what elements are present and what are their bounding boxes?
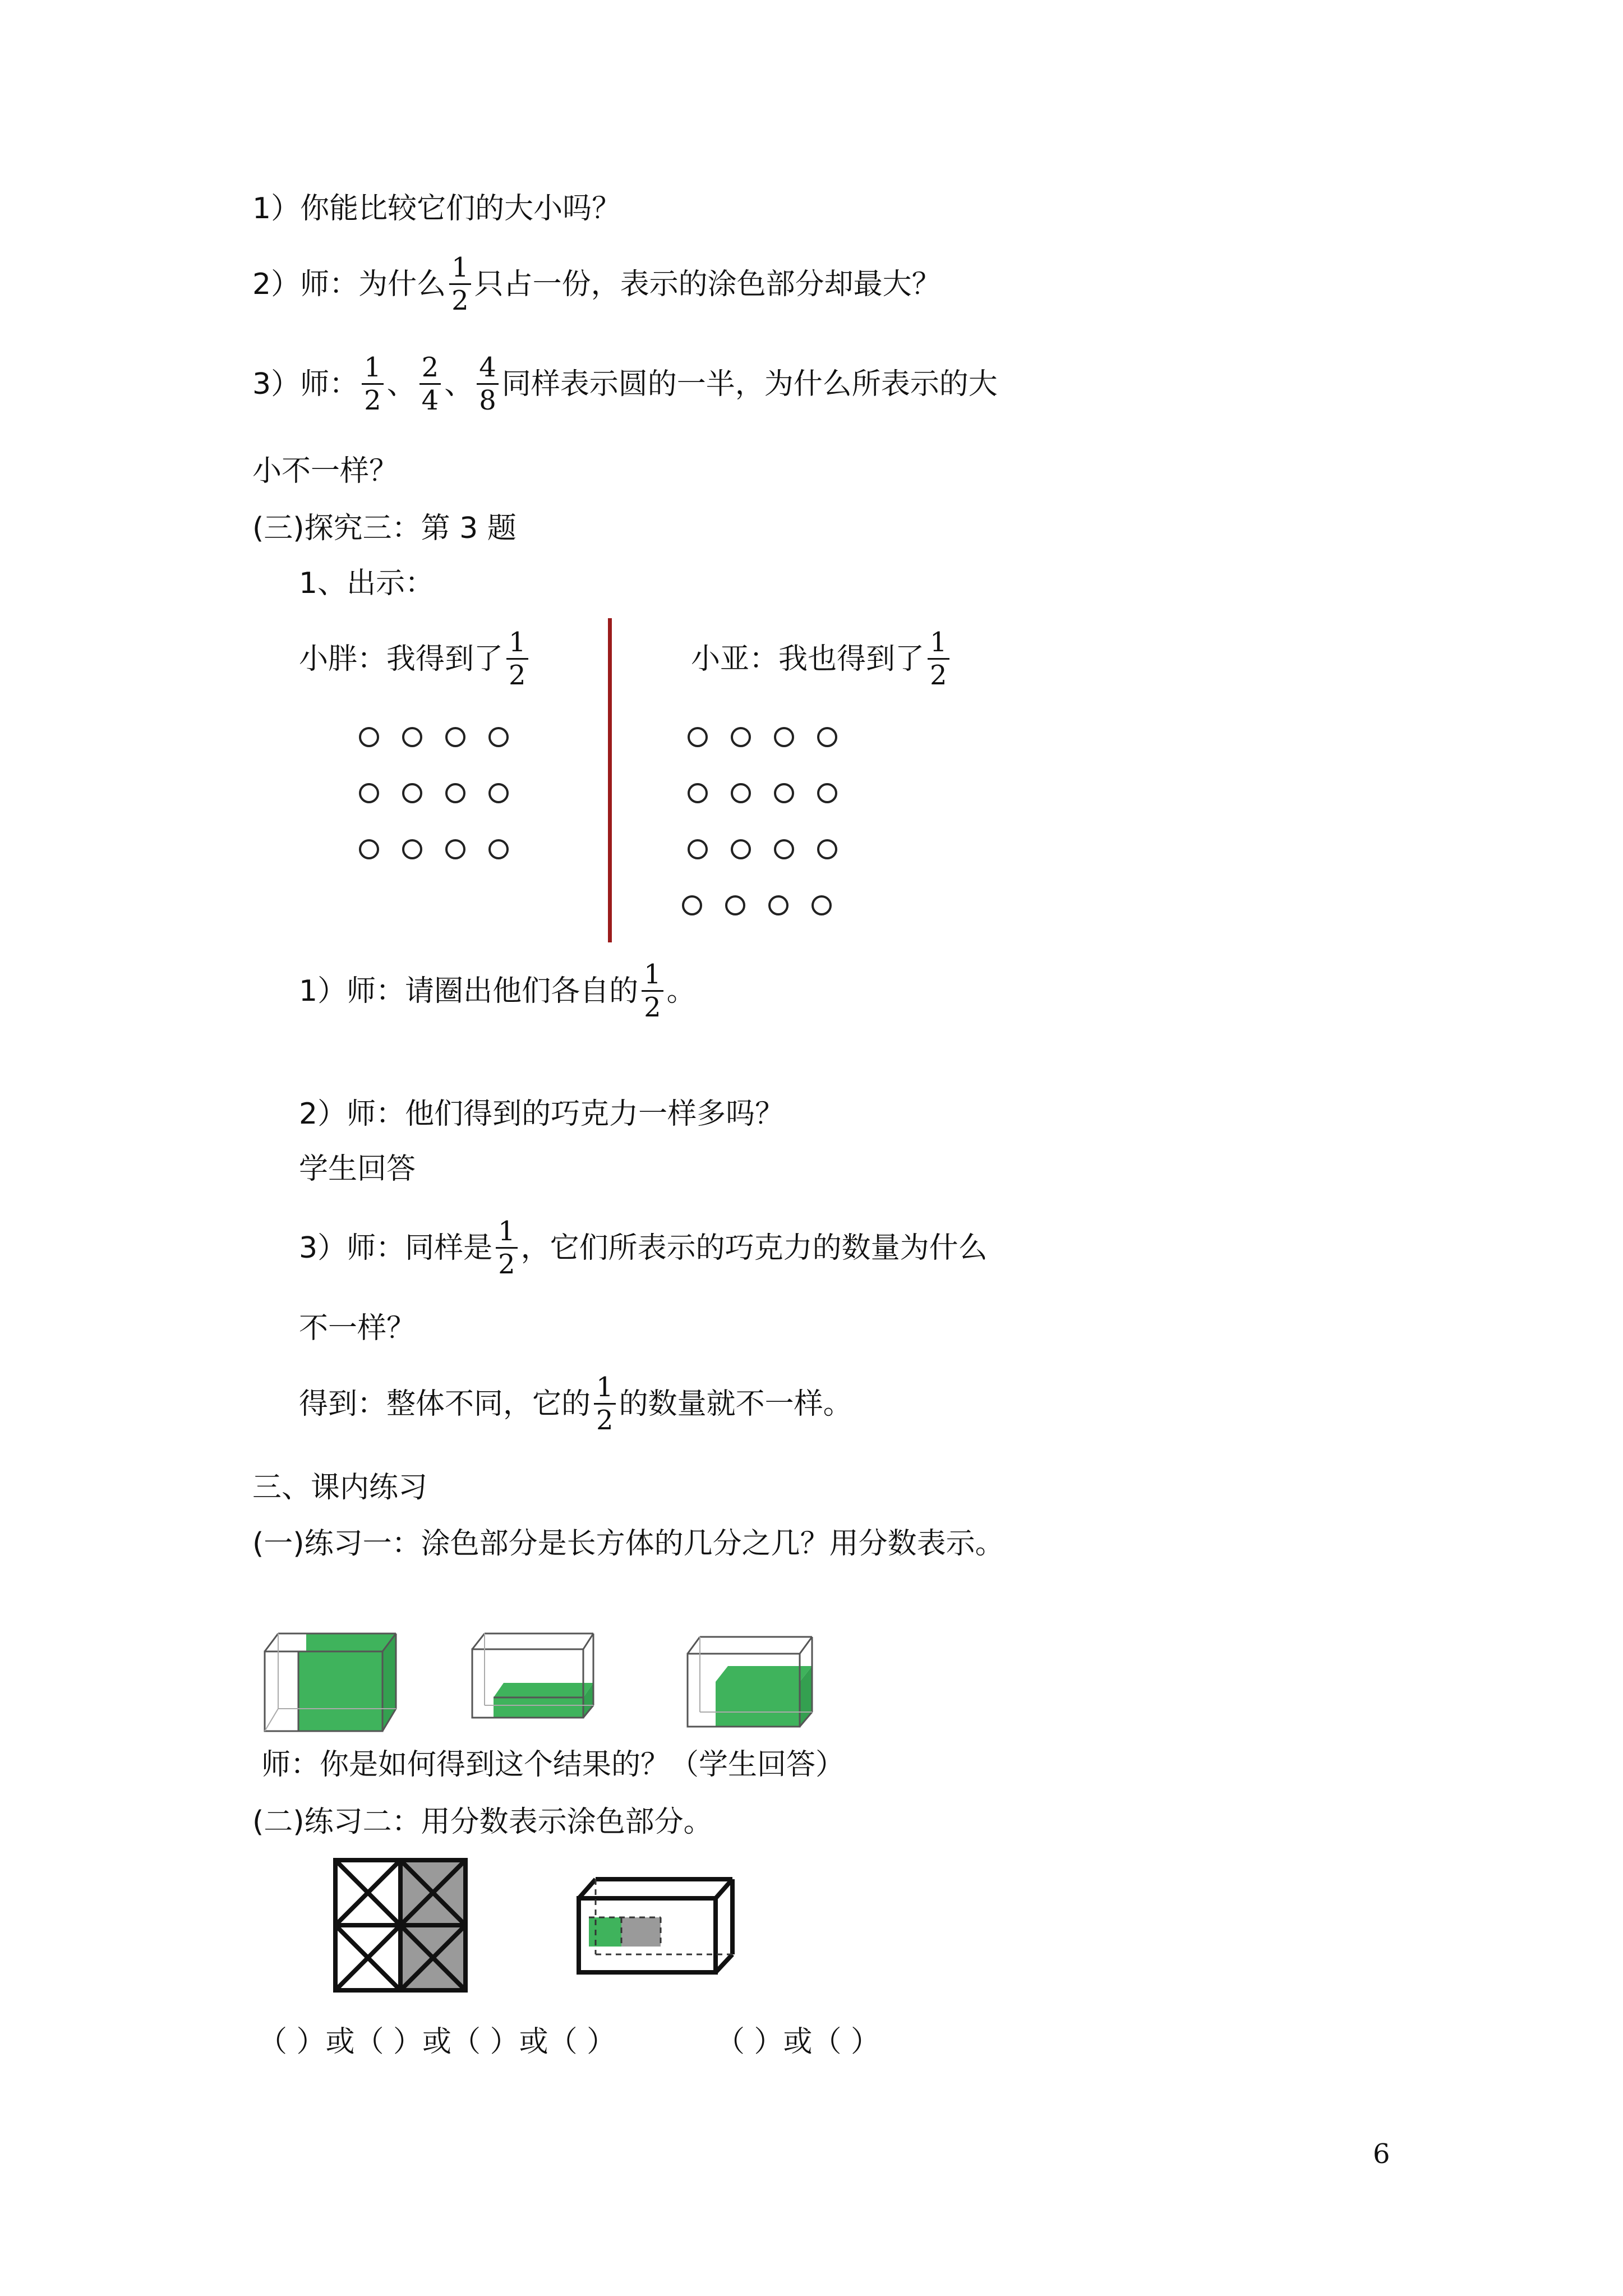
student-answer [299,1154,416,1184]
exercise-2 [252,1807,713,1837]
conclusion-pre: 得到：整体不同，它的 [299,1387,591,1421]
cuboid-figure-3 [684,1634,819,1734]
fraction: $\frac{1}{2}$ [928,628,949,690]
right-student-label [691,628,953,690]
chocolate-circle [811,895,832,915]
answer-blanks-1 [258,2025,616,2059]
cuboid-figure-2 [469,1630,598,1726]
page-number: 6 [1373,2138,1390,2170]
conclusion-post: 的数量就不一样。 [619,1387,852,1421]
chocolate-circle [488,783,509,803]
question-3-post: 同样表示圆的一半，为什么所表示的大 [501,367,998,401]
step-3-post: ，它们所表示的巧克力的数量为什么 [520,1231,988,1265]
chocolate-circle [774,727,794,747]
exercise-1-text: (一)练习一：涂色部分是长方体的几分之几？用分数表示。 [252,1527,1004,1561]
show-text: 1、出示： [299,567,435,600]
question-1-text: 1）你能比较它们的大小吗？ [252,192,621,226]
section-heading-explore3 [252,514,517,543]
exercise-1-question [261,1748,845,1782]
chocolate-circle [488,727,509,747]
show-label [299,569,434,598]
exercise-1-question-text: 师：你是如何得到这个结果的？（学生回答） [261,1748,845,1782]
fraction [449,254,471,315]
step-3-cont-text: 不一样？ [299,1312,416,1345]
fraction-denominator: 2 [451,285,469,317]
chocolate-circle [402,839,422,859]
answer-blanks-2 [716,2025,880,2059]
fraction: $\frac{4}{8}$ [477,353,499,415]
chocolate-circle [725,895,745,915]
chocolate-circle [774,839,794,859]
vertical-divider [608,618,612,942]
separator: 、 [444,367,474,401]
chocolate-circle [682,895,702,915]
chocolate-circle [774,783,794,803]
fraction: $\frac{1}{2}$ [496,1217,518,1279]
exercise-1 [252,1527,1004,1561]
conclusion [299,1373,852,1435]
square-triangles-figure [333,1858,468,1993]
fraction: $\frac{1}{2}$ [594,1373,616,1435]
chocolate-circle [731,839,751,859]
chocolate-circle [731,727,751,747]
chocolate-circle [359,727,379,747]
cuboid-figure-4 [575,1876,738,1982]
step-3-pre: 3）师：同样是 [299,1231,493,1265]
chocolate-circle [688,727,708,747]
chocolate-circle [445,839,465,859]
question-3-cont-text: 小不一样？ [252,454,399,488]
question-3-continued [252,454,399,488]
step-1-pre: 1）师：请圈出他们各自的 [299,974,639,1008]
left-student-label [299,628,532,690]
answer-blanks-2-text: （ ）或（ ） [716,2025,880,2059]
chocolate-circle [402,727,422,747]
chocolate-circle [688,839,708,859]
cuboid-figure-1 [261,1629,407,1736]
separator: 、 [386,367,416,401]
chocolate-circle [402,783,422,803]
question-2-post: 只占一份，表示的涂色部分却最大？ [474,267,941,301]
chocolate-circle [817,839,837,859]
step-3 [299,1217,988,1279]
chocolate-circle [817,783,837,803]
step-3-continued [299,1314,416,1343]
chocolate-circle [359,783,379,803]
question-2-pre: 2）师：为什么 [252,267,446,301]
question-2 [252,254,941,315]
question-3-pre: 3）师： [252,367,359,401]
left-label-text: 小胖：我得到了 [299,642,504,676]
chocolate-circle [488,839,509,859]
section-heading-practice [252,1473,427,1502]
chocolate-circle [445,783,465,803]
practice-heading-text: 三、课内练习 [252,1471,428,1504]
question-1 [252,192,621,226]
heading-text: (三)探究三：第 3 题 [252,512,517,545]
right-label-text: 小亚：我也得到了 [691,642,925,676]
chocolate-circle [817,727,837,747]
step-1 [299,960,696,1022]
student-answer-text: 学生回答 [299,1152,416,1186]
step-2 [299,1099,784,1129]
chocolate-circle [359,839,379,859]
chocolate-circle [731,783,751,803]
fraction: $\frac{1}{2}$ [642,960,663,1022]
fraction: $\frac{1}{2}$ [506,628,528,690]
chocolate-circle [688,783,708,803]
fraction: $\frac{2}{4}$ [419,353,441,415]
step-2-text: 2）师：他们得到的巧克力一样多吗？ [299,1097,785,1131]
exercise-2-text: (二)练习二：用分数表示涂色部分。 [252,1805,713,1839]
chocolate-circle [445,727,465,747]
fraction-numerator: 1 [451,252,469,283]
fraction: $\frac{1}{2}$ [362,353,384,415]
chocolate-circle [768,895,789,915]
answer-blanks-1-text: （ ）或（ ）或（ ）或（ ） [258,2025,616,2059]
question-3 [252,353,998,415]
step-1-post: 。 [666,974,696,1008]
